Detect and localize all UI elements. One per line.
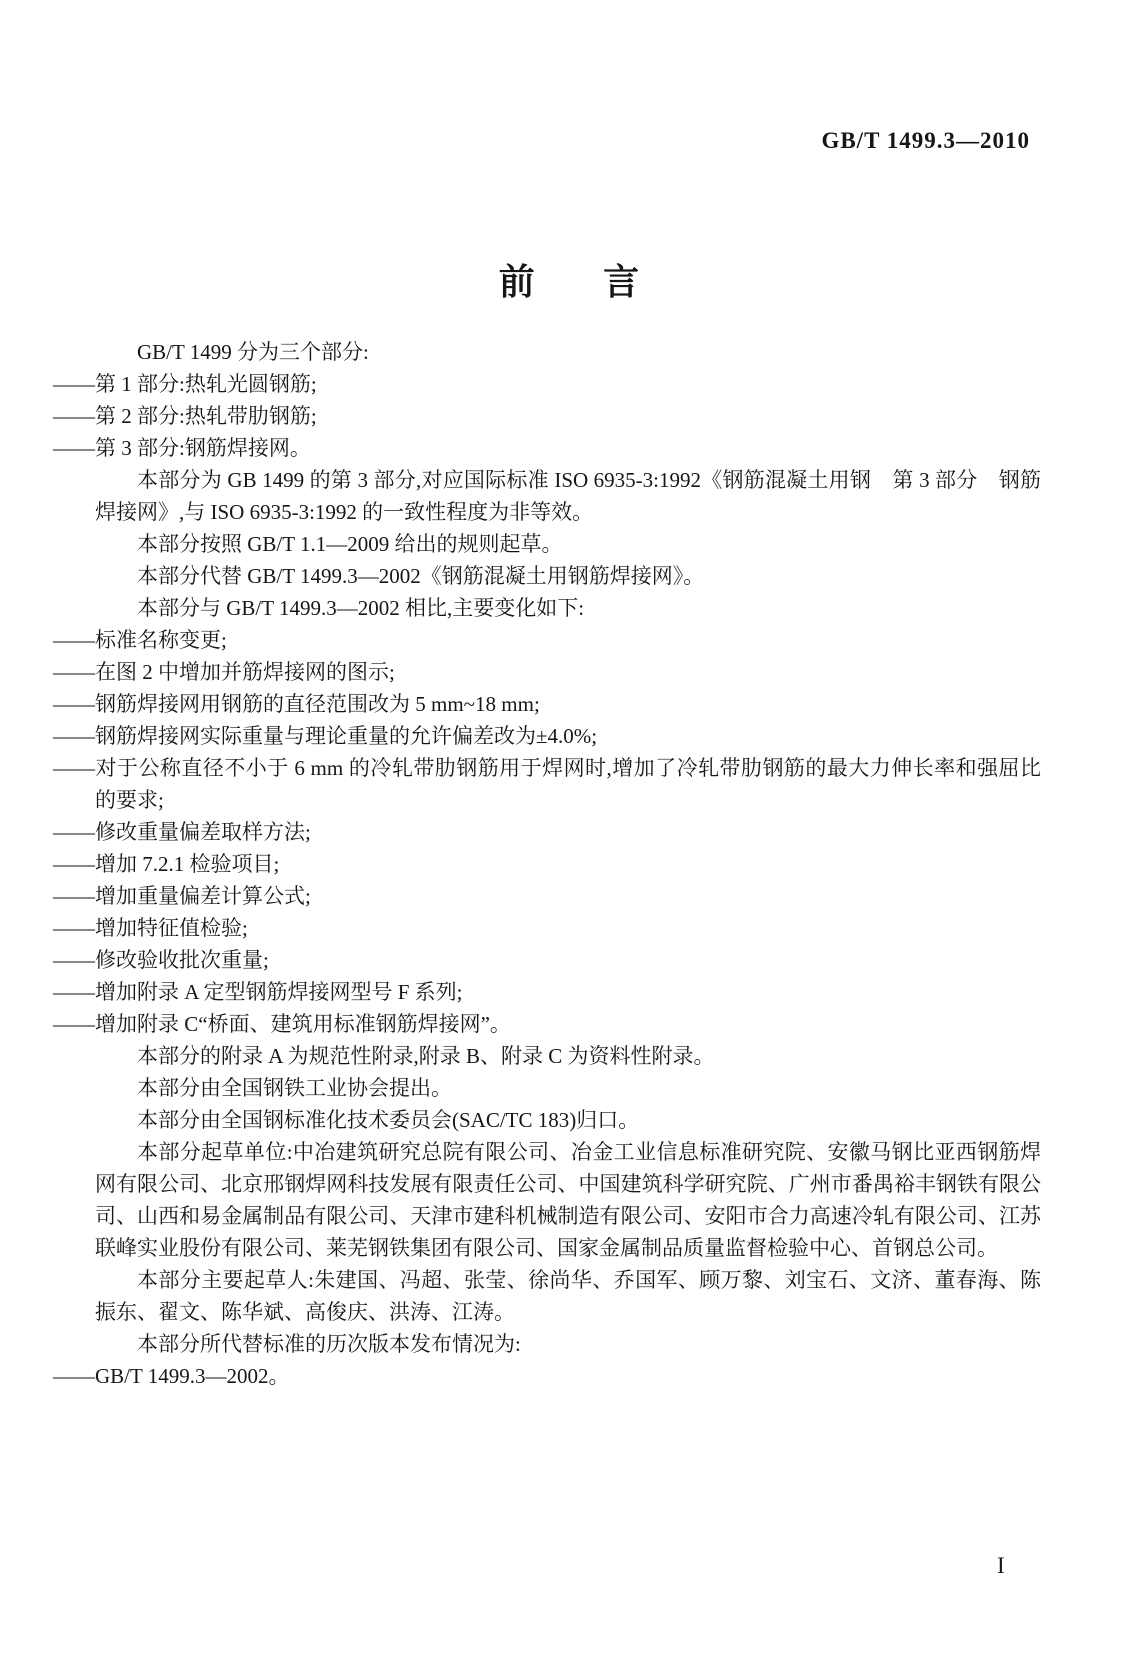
change-list-item: ——修改重量偏差取样方法; bbox=[53, 820, 311, 844]
foreword-paragraph: GB/T 1499 分为三个部分: bbox=[137, 340, 369, 364]
foreword-paragraph: 本部分起草单位:中冶建筑研究总院有限公司、冶金工业信息标准研究院、安徽马钢比亚西钢筋焊网有限公司、北京邢钢焊网科技发展有限责任公司、中国建筑科学研究院、广州市番禺裕丰钢铁有限公司、山西和易金属制品有限公司、天津市建科机械制造有限公司、安阳市合力高速冷轧有限公司、江苏联峰实业股份有限公司、莱芜钢铁集团有限公司、国家金属制品质量监督检验中心、首钢总公司。 bbox=[95, 1140, 1041, 1260]
change-list-item: ——第 2 部分:热轧带肋钢筋; bbox=[53, 404, 317, 428]
foreword-paragraph: 本部分与 GB/T 1499.3—2002 相比,主要变化如下: bbox=[137, 596, 585, 620]
change-list-item: ——增加 7.2.1 检验项目; bbox=[53, 852, 280, 876]
foreword-paragraph: 本部分由全国钢铁工业协会提出。 bbox=[137, 1076, 452, 1100]
foreword-paragraph: 本部分所代替标准的历次版本发布情况为: bbox=[137, 1332, 521, 1356]
change-list-item: ——第 1 部分:热轧光圆钢筋; bbox=[53, 372, 317, 396]
foreword-paragraph: 本部分由全国钢标准化技术委员会(SAC/TC 183)归口。 bbox=[137, 1108, 640, 1132]
change-list-item: ——增加特征值检验; bbox=[53, 916, 248, 940]
change-list-item: ——标准名称变更; bbox=[53, 628, 227, 652]
foreword-paragraph: 本部分主要起草人:朱建国、冯超、张莹、徐尚华、乔国军、顾万黎、刘宝石、文济、董春海、陈振东、翟文、陈华斌、高俊庆、洪涛、江涛。 bbox=[95, 1268, 1041, 1324]
page-number: I bbox=[997, 1553, 1005, 1578]
change-list-item: ——钢筋焊接网用钢筋的直径范围改为 5 mm~18 mm; bbox=[53, 692, 540, 716]
foreword-body bbox=[53, 336, 1041, 1392]
foreword-paragraph: 本部分为 GB 1499 的第 3 部分,对应国际标准 ISO 6935-3:1992《钢筋混凝土用钢 第 3 部分 钢筋焊接网》,与 ISO 6935-3:1992 的一致性程度为非等效。 bbox=[95, 468, 1041, 524]
foreword-paragraph: 本部分代替 GB/T 1499.3—2002《钢筋混凝土用钢筋焊接网》。 bbox=[137, 564, 705, 588]
change-list-item: ——钢筋焊接网实际重量与理论重量的允许偏差改为±4.0%; bbox=[53, 724, 598, 748]
change-list-item: ——在图 2 中增加并筋焊接网的图示; bbox=[53, 660, 395, 684]
change-list-item: ——增加重量偏差计算公式; bbox=[53, 884, 311, 908]
change-list-item: ——对于公称直径不小于 6 mm 的冷轧带肋钢筋用于焊网时,增加了冷轧带肋钢筋的最大力伸长率和强屈比的要求; bbox=[53, 756, 1041, 812]
foreword-paragraph: 本部分的附录 A 为规范性附录,附录 B、附录 C 为资料性附录。 bbox=[137, 1044, 715, 1068]
foreword-paragraph: 本部分按照 GB/T 1.1—2009 给出的规则起草。 bbox=[137, 532, 563, 556]
standard-code-header: GB/T 1499.3—2010 bbox=[821, 128, 1030, 153]
change-list-item: ——第 3 部分:钢筋焊接网。 bbox=[53, 436, 311, 460]
change-list-item: ——增加附录 C“桥面、建筑用标准钢筋焊接网”。 bbox=[53, 1012, 511, 1036]
change-list-item: ——修改验收批次重量; bbox=[53, 948, 269, 972]
change-list-item: ——GB/T 1499.3—2002。 bbox=[53, 1364, 290, 1388]
change-list-item: ——增加附录 A 定型钢筋焊接网型号 F 系列; bbox=[53, 980, 463, 1004]
page-title: 前言 bbox=[498, 261, 708, 303]
